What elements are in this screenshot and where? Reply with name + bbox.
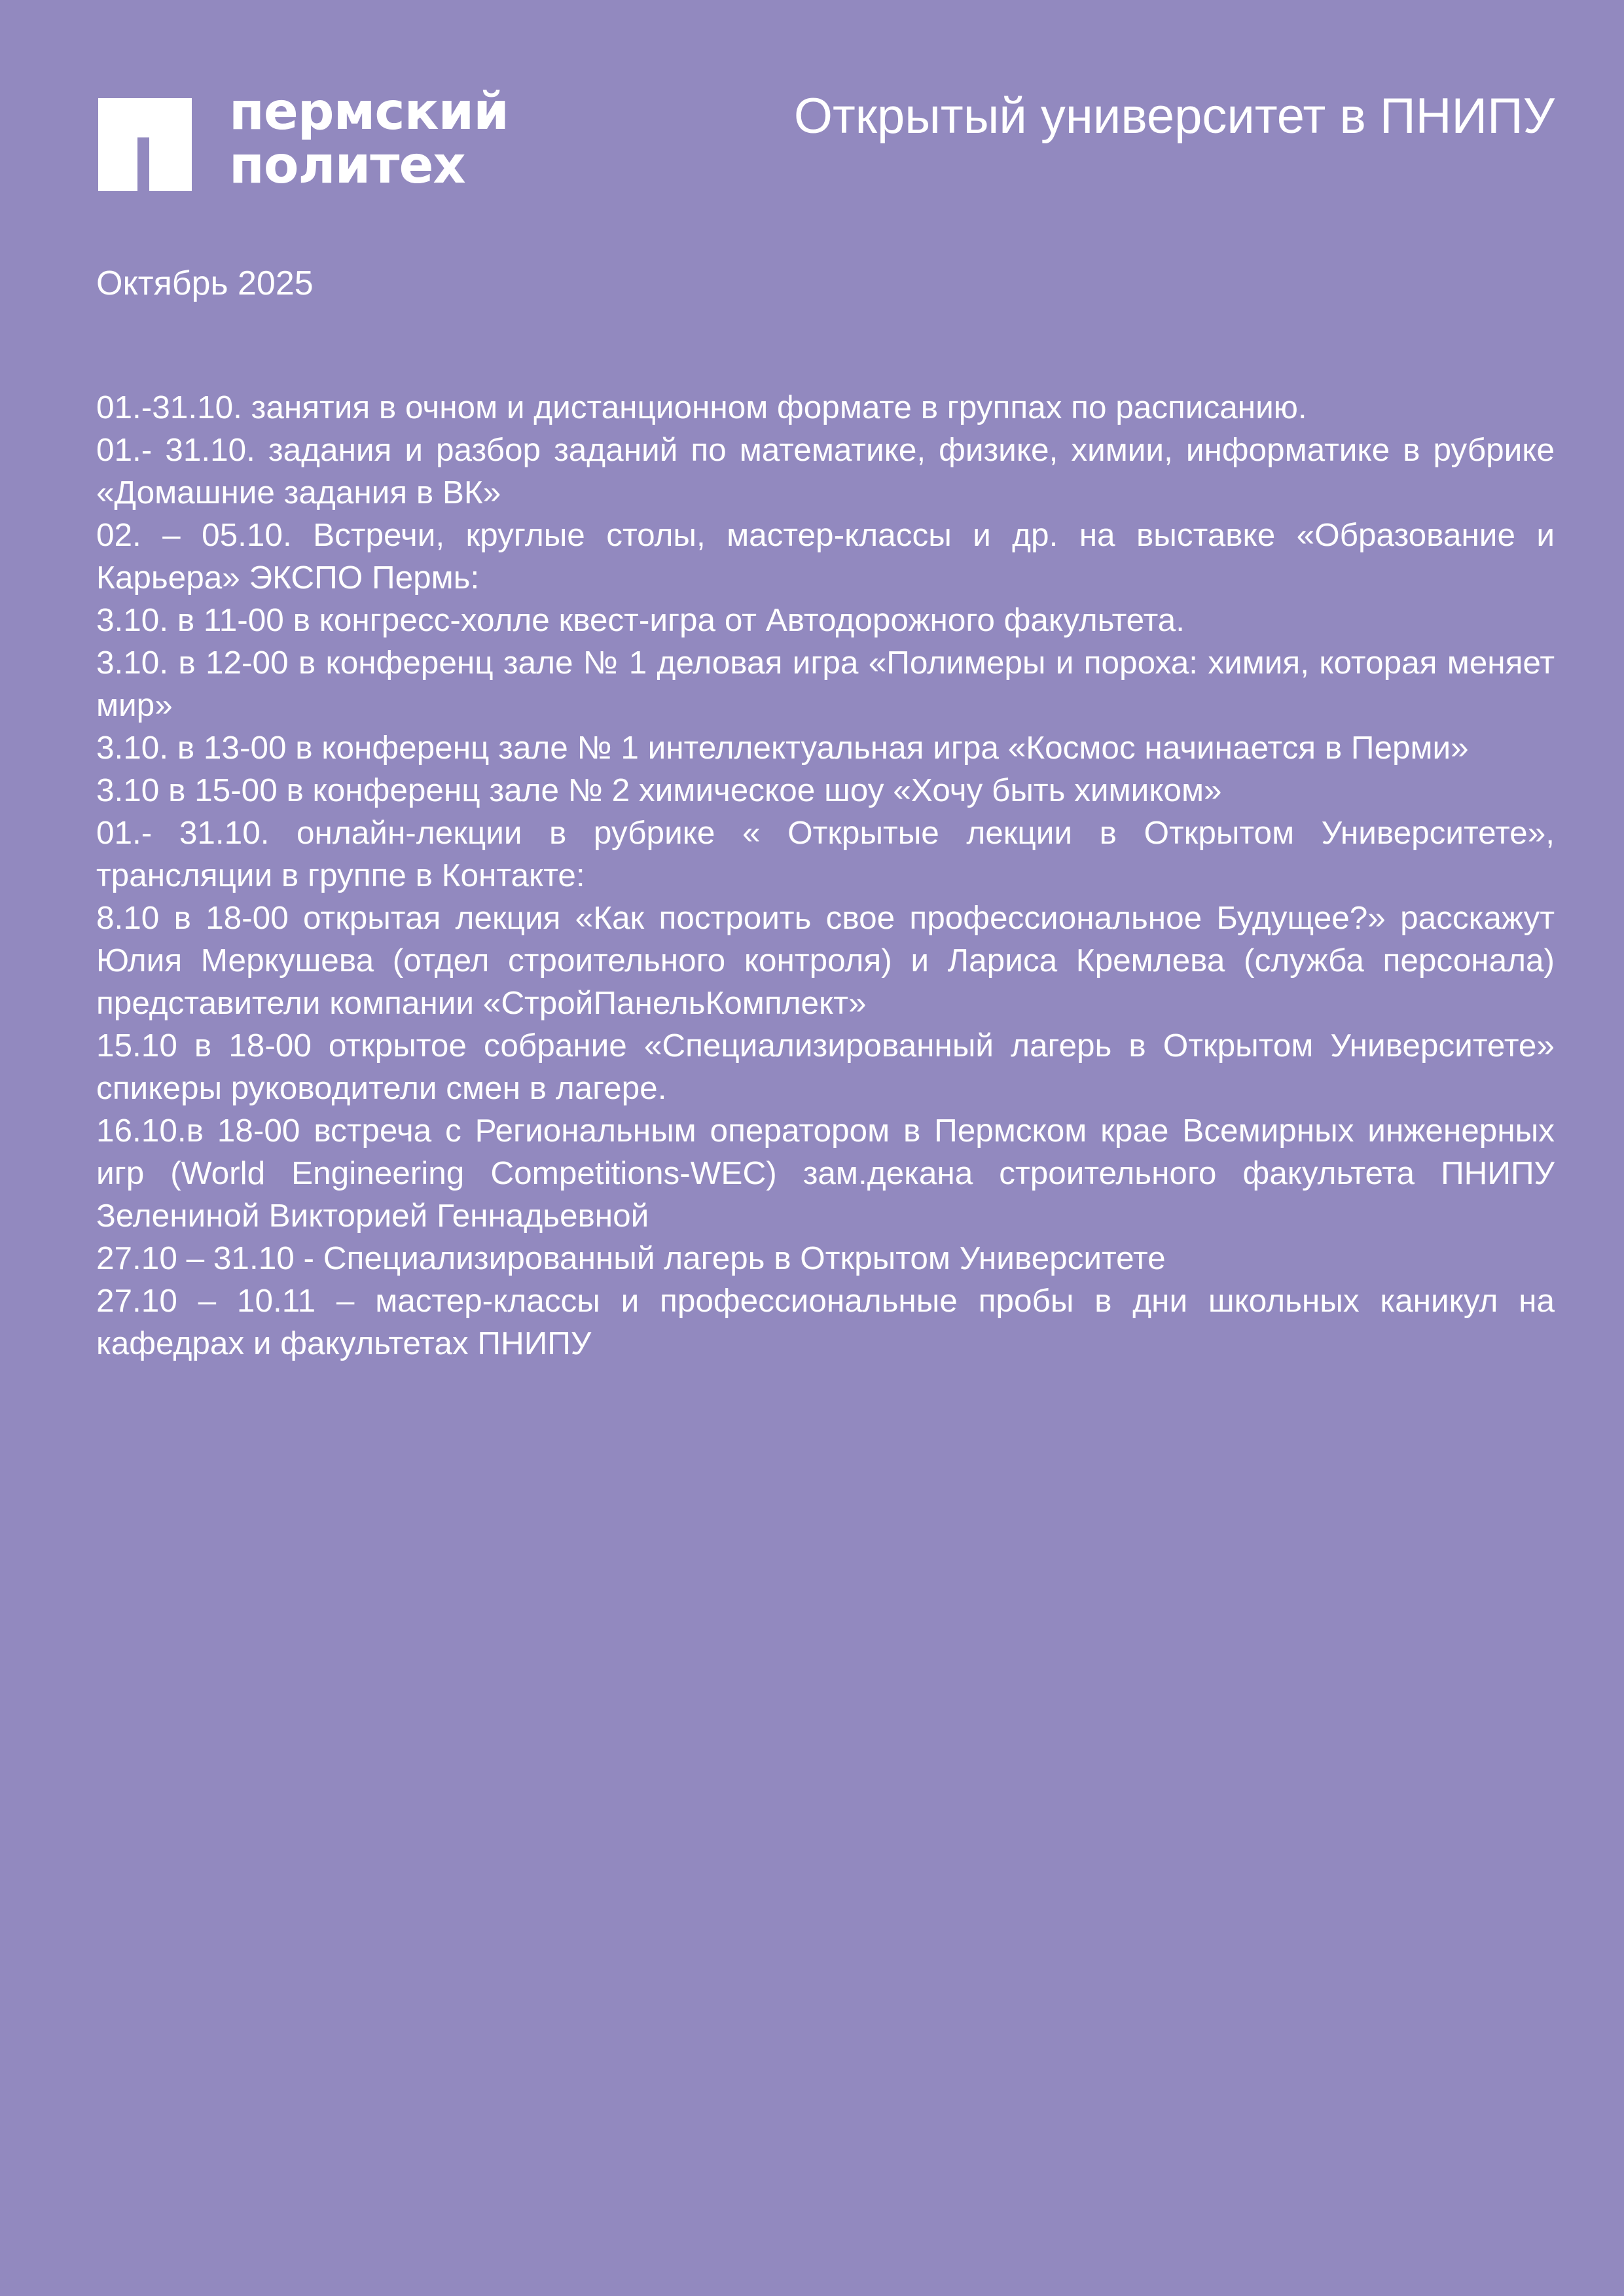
logo-line-1: пермский: [229, 82, 509, 141]
schedule-entry: 01.- 31.10. задания и разбор заданий по математике, физике, химии, информатике в рубрике «Домашние задания в ВК»: [96, 432, 1555, 511]
schedule-entry: 3.10 в 15-00 в конференц зале № 2 химическое шоу «Хочу быть химиком»: [96, 772, 1222, 808]
logo-line-2: политех: [229, 136, 465, 195]
logo-mark-icon: [98, 98, 192, 191]
logo-wordmark: [229, 82, 509, 195]
schedule-entry: 15.10 в 18-00 открытое собрание «Специализированный лагерь в Открытом Университете» спикеры руководители смен в лагере.: [96, 1028, 1555, 1106]
schedule-list: [96, 386, 1555, 1365]
schedule-entry: 01.- 31.10. онлайн-лекции в рубрике « Открытые лекции в Открытом Университете», трансляции в группе в Контакте:: [96, 815, 1555, 893]
schedule-entry: 3.10. в 11-00 в конгресс-холле квест-игра от Автодорожного факультета.: [96, 602, 1185, 638]
schedule-entry: 8.10 в 18-00 открытая лекция «Как построить свое профессиональное Будущее?» расскажут Юлия Меркушева (отдел строительного контроля) и Лариса Кремлева (служба персонала) представители компании «СтройПанельКомплект»: [96, 900, 1555, 1021]
schedule-entry: 16.10.в 18-00 встреча с Региональным оператором в Пермском крае Всемирных инженерных игр (World Engineering Competitions-WEC) зам.декана строительного факультета ПНИПУ Зелениной Викторией Геннадьевной: [96, 1113, 1555, 1234]
schedule-entry: 02. – 05.10. Встречи, круглые столы, мастер-классы и др. на выставке «Образование и Карьера» ЭКСПО Пермь:: [96, 517, 1555, 596]
page-title: Открытый университет в ПНИПУ: [793, 88, 1555, 144]
schedule-entry: 3.10. в 13-00 в конференц зале № 1 интеллектуальная игра «Космос начинается в Перми»: [96, 730, 1469, 766]
schedule-entry: 01.-31.10. занятия в очном и дистанционном формате в группах по расписанию.: [96, 389, 1307, 425]
schedule-entry: 27.10 – 31.10 - Специализированный лагерь в Открытом Университете: [96, 1240, 1166, 1276]
schedule-entry: 27.10 – 10.11 – мастер-классы и профессиональные пробы в дни школьных каникул на кафедрах и факультетах ПНИПУ: [96, 1283, 1555, 1361]
logo: [98, 82, 517, 200]
month-heading: Октябрь 2025: [96, 264, 314, 302]
schedule-entry: 3.10. в 12-00 в конференц зале № 1 деловая игра «Полимеры и пороха: химия, которая меняет мир»: [96, 645, 1555, 723]
